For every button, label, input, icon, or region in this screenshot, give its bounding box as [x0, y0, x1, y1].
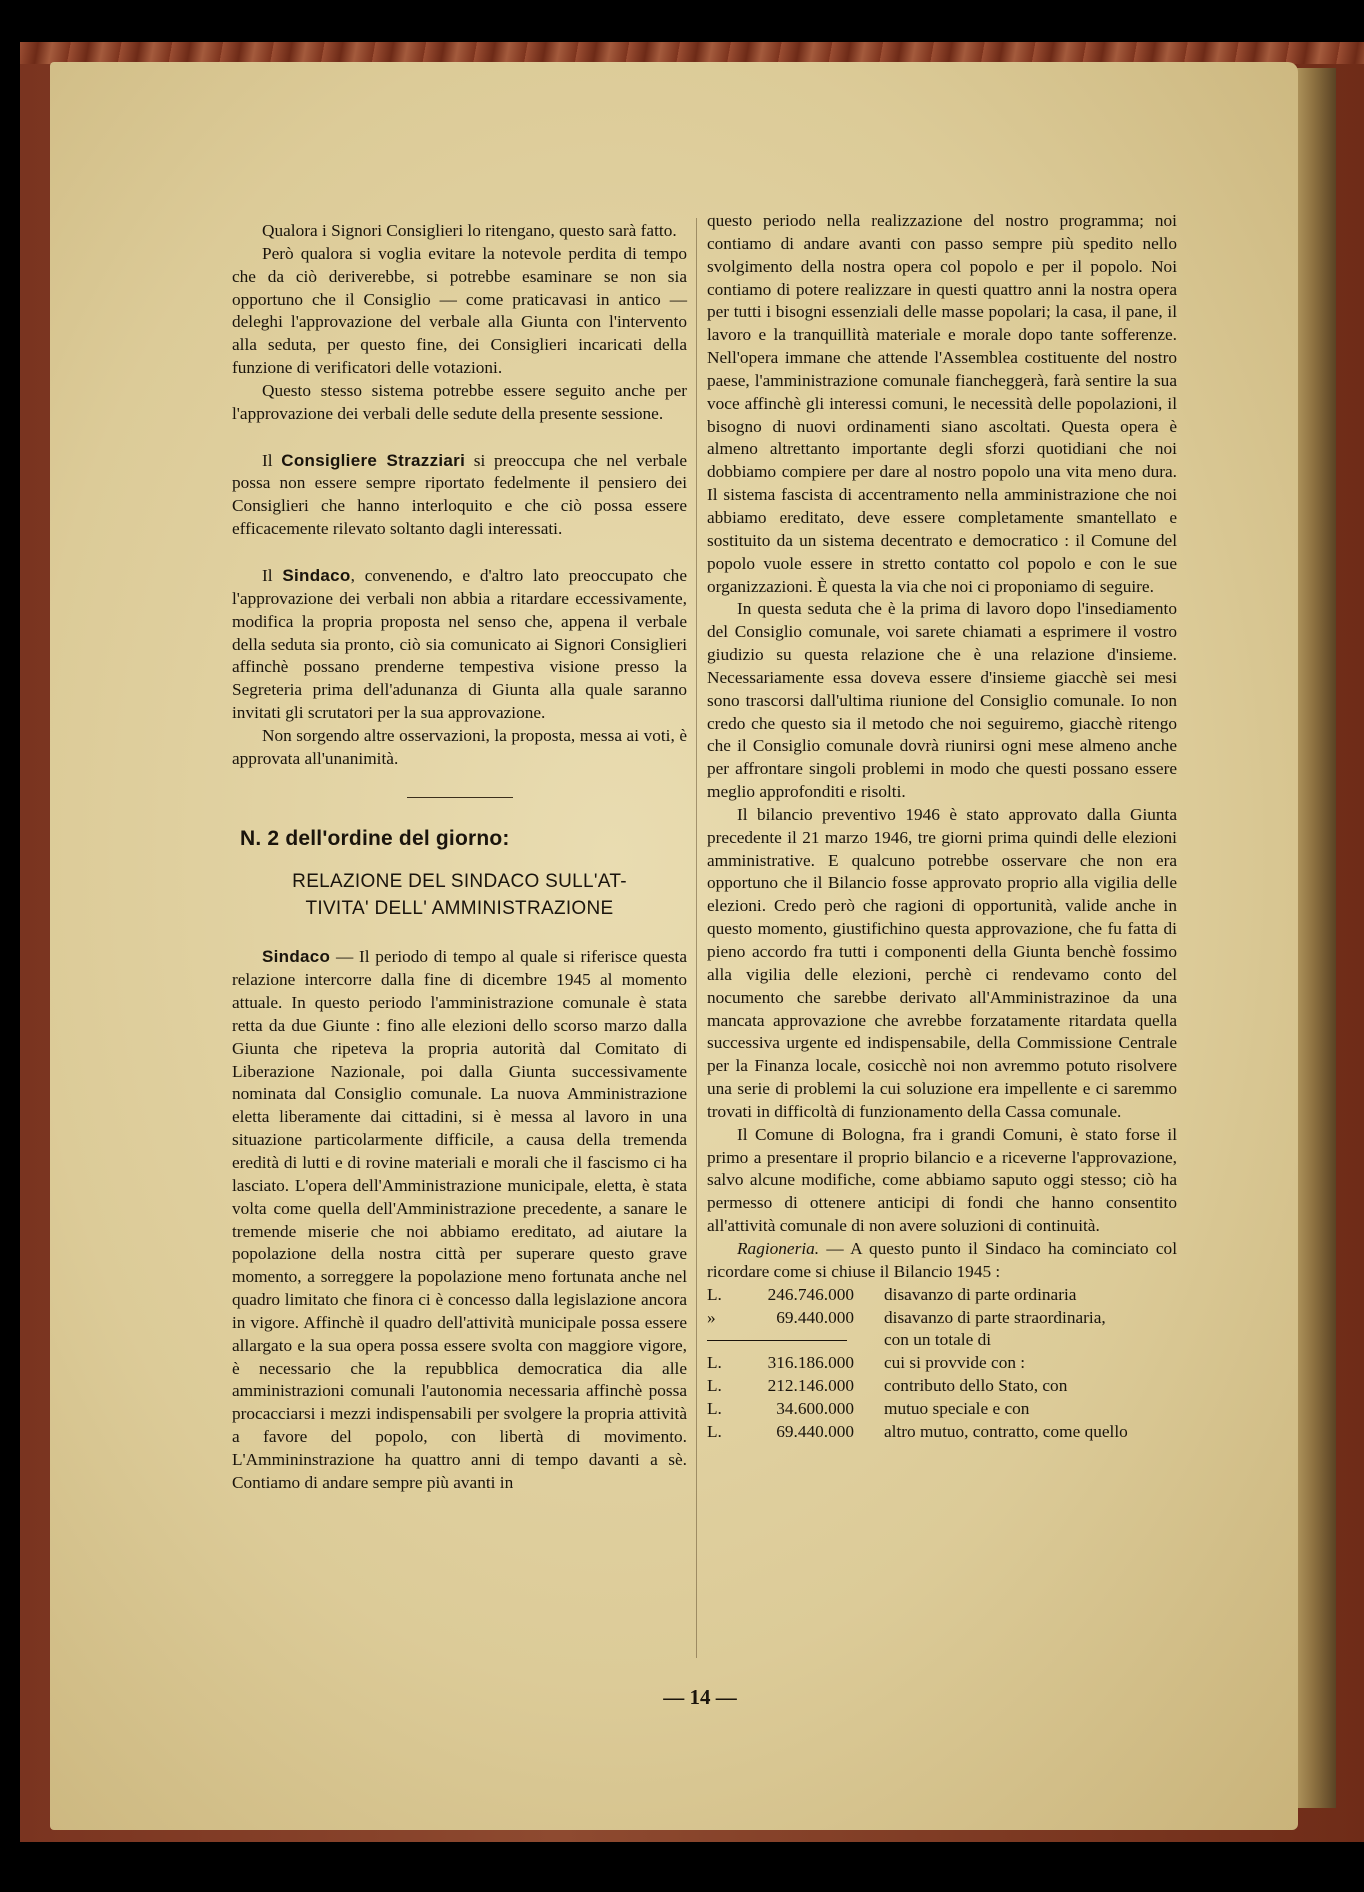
currency-prefix: L.: [707, 1398, 722, 1418]
paragraph-label: Ragioneria.: [737, 1238, 820, 1258]
table-row: [707, 1307, 1177, 1330]
section-title: [232, 868, 687, 922]
amount: 316.186.000: [767, 1353, 854, 1373]
paragraph: Qualora i Signori Consiglieri lo ritengano, questo sarà fatto.: [262, 221, 677, 240]
amount: 69.440.000: [776, 1307, 854, 1327]
paragraph-lead: Il: [262, 565, 273, 585]
paragraph-ragioneria: [707, 1238, 1177, 1284]
paragraph: Il Comune di Bologna, fra i grandi Comuni, è stato forse il primo a presentare il proprio bilancio e a riceverne l'approvazione, salvo alcune modifiche, come abbiamo saputo oggi stesso; ciò ha permesso di ottenere anticipi di fondi che hanno consentito all'attività comunale di non avere soluzioni di continuità.: [707, 1124, 1177, 1236]
speaker-name: Consigliere Strazziari: [281, 450, 466, 470]
paragraph: Non sorgendo altre osservazioni, la proposta, messa ai voti, è approvata all'unanimità.: [232, 725, 687, 768]
table-row: [707, 1352, 1177, 1375]
paragraph: Però qualora si voglia evitare la notevole perdita di tempo che da ciò deriverebbe, si potrebbe esaminare se non sia opportuno che il Consiglio — come praticavasi in antico — deleghi l'approvazione del verbale alla Giunta con l'intervento alla seduta, per questo fine, dei Consiglieri incaricati della funzione di verificatori delle votazioni.: [232, 243, 687, 378]
description: altro mutuo, contratto, come quello: [884, 1421, 1128, 1441]
section-title-line: TIVITA' DELL' AMMINISTRAZIONE: [305, 898, 614, 920]
paragraph: Questo stesso sistema potrebbe essere seguito anche per l'approvazione dei verbali delle sedute della presente sessione.: [232, 380, 687, 423]
speaker-name: Sindaco: [262, 947, 331, 967]
paragraph: In questa seduta che è la prima di lavoro dopo l'insediamento del Consiglio comunale, voi sarete chiamati a esprimere il vostro giudizio su questa relazione che è una relazione d'insieme. Necessariamente essa doveva essere d'insieme giacchè sei mesi sono trascorsi dall'ultima riunione del Consiglio comunale. Io non credo che questo sia il metodo che noi seguiremo, giacchè ritengo che il Consiglio comunale dovrà riunirsi ogni mese almeno anche per affrontare singoli problemi in modo che questi possano essere meglio approfonditi e risolti.: [707, 599, 1177, 802]
table-row: [707, 1421, 1177, 1444]
table-row: [707, 1375, 1177, 1398]
sum-rule: [707, 1340, 847, 1341]
left-column: [232, 220, 687, 1495]
page-stack-edge: [1292, 68, 1336, 1808]
paragraph-text: — A questo punto il Sindaco ha cominciato col ricordare come si chiuse il Bilancio 1945 :: [707, 1238, 1177, 1281]
paragraph-sindaco: [232, 565, 687, 725]
amount: 212.146.000: [767, 1376, 854, 1396]
section-divider: [407, 797, 513, 798]
column-divider: [696, 218, 697, 1658]
ditto-mark: »: [707, 1307, 716, 1327]
page-number: — 14 —: [663, 1685, 737, 1709]
description: mutuo speciale e con: [884, 1398, 1030, 1418]
paragraph-text: , convenendo, e d'altro lato preoccupato che l'approvazione dei verbali non abbia a ritardare eccessivamente, modifica la propria proposta nel senso che, appena il verbale della seduta sia pronto, ciò sia comunicato ai Signori Consiglieri affinchè possano prenderne tempestiva visione presso la Segreteria prima dell'adunanza di Giunta alla quale saranno invitati gli scrutatori per la sua approvazione.: [232, 565, 687, 723]
description: contributo dello Stato, con: [884, 1376, 1068, 1396]
currency-prefix: L.: [707, 1376, 722, 1396]
description: disavanzo di parte ordinaria: [884, 1284, 1077, 1304]
table-row: [707, 1329, 1177, 1352]
amount: 34.600.000: [776, 1398, 854, 1418]
paragraph-text: — Il periodo di tempo al quale si riferisce questa relazione intercorre dalla fine di dicembre 1945 al momento attuale. In questo periodo l'amministrazione comunale è stata retta da due Giunte : fino alle elezioni dello scorso marzo dalla Giunta che ripeteva la propria autorità dal Comitato di Liberazione Nazionale, poi dalla Giunta successivamente nominata dal Consiglio comunale. La nuova Amministrazione eletta liberamente dai cittadini, si è messa al lavoro in una situazione particolarmente difficile, a causa della tremenda eredità di lutti e di rovine materiali e morali che il fascismo ci ha lasciato. L'opera dell'Amministrazione municipale, eletta, è stata volta come quella dell'Amministrazione precedente, a sanare le tremende miserie che noi abbiamo ereditato, ad aiutare la popolazione della nostra città per superare questo grave momento, a sorreggere la popolazione meno fortunata anche nel quadro limitato che finora ci è concesso dalla legislazione ancora in vigore. Affinchè il quadro dell'attività municipale possa essere allargato e la sua opera possa essere svolta con maggiore vigore, è necessario che la repubblica democratica dia alle amministrazioni comunali l'autonomia necessaria affinchè possa procacciarsi i mezzi indispensabili per svolgere la propria attività a favore del popolo, con libertà di movimento. L'Ammininstrazione ha quattro anni di tempo davanti a sè. Contiamo di andare sempre più avanti in: [232, 947, 687, 1492]
paragraph: questo periodo nella realizzazione del nostro programma; noi contiamo di andare avanti con passo sempre più spedito nello svolgimento della nostra opera col popolo e per il popolo. Noi contiamo di potere realizzare in questi quattro anni la nostra opera per tutti i bisogni essenziali delle masse popolari; la casa, il pane, il lavoro e la tranquillità materiale e morale dopo tante sofferenze. Nell'opera immane che attende l'Assemblea costituente del nostro paese, l'amministrazione comunale fiancheggerà, farà sentire la sua voce affinchè gli interessi comuni, le necessità delle popolazioni, il bisogno di nuovi ordinamenti siano ascoltati. Questa opera è almeno altrettanto importante degli sforzi quotidiani che noi dobbiamo compiere per dare al nostro popolo una vita meno dura. Il sistema fascista di accentramento nella amministrazione che noi abbiamo ereditato, deve essere completamente smantellato e sostituito da un sistema decentrato e democratico : il Comune del popolo vuole essere in stretto contatto col popolo e con le sue organizzazioni. È questa la via che noi ci proponiamo di seguire.: [707, 211, 1177, 596]
speaker-name: Sindaco: [282, 565, 351, 585]
table-row: [707, 1284, 1177, 1307]
currency-prefix: L.: [707, 1284, 722, 1304]
marbled-cover-edge: [20, 42, 1364, 64]
description: cui si provvide con :: [884, 1353, 1026, 1373]
right-column: [707, 210, 1177, 1444]
amount: 69.440.000: [776, 1421, 854, 1441]
section-title-line: RELAZIONE DEL SINDACO SULL'AT-: [292, 871, 627, 893]
paragraph-strazziari: [232, 450, 687, 541]
description: con un totale di: [884, 1330, 992, 1350]
currency-prefix: L.: [707, 1421, 722, 1441]
paragraph-text: si preoccupa che nel verbale possa non essere sempre riportato fedelmente il pensiero dei Consiglieri che hanno interloquito e che ciò possa essere efficacemente rilevato soltanto dagli interessati.: [232, 450, 687, 539]
budget-table: [707, 1284, 1177, 1444]
description: disavanzo di parte straordinaria,: [884, 1307, 1106, 1327]
paragraph-lead: Il: [262, 450, 273, 470]
amount: 246.746.000: [767, 1284, 854, 1304]
currency-prefix: L.: [707, 1353, 722, 1373]
table-row: [707, 1398, 1177, 1421]
paragraph-relazione: [232, 946, 687, 1494]
section-heading: N. 2 dell'ordine del giorno:: [240, 826, 510, 850]
paragraph: Il bilancio preventivo 1946 è stato approvato dalla Giunta precedente il 21 marzo 1946, tre giorni prima quindi delle elezioni amministrative. E qualcuno potrebbe osservare che non era opportuno che il Bilancio fosse approvato proprio alla vigilia delle elezioni. Credo però che ragioni di opportunità, valide anche in questo momento, giustifichino questa approvazione, che fu fatta di pieno accordo fra tutti i componenti della Giunta benchè fossimo alla vigilia delle elezioni, perchè ci rendevamo conto del nocumento che sarebbe derivato all'Amministrazinoe da una mancata approvazione che avrebbe forzatamente ritardata quella successiva urgente ed indispensabile, della Commissione Centrale per la Finanza locale, cosicchè noi non avremmo potuto risolvere una serie di problemi la cui soluzione era impellente e ci saremmo trovati in difficoltà di funzionamento della Cassa comunale.: [707, 804, 1177, 1121]
